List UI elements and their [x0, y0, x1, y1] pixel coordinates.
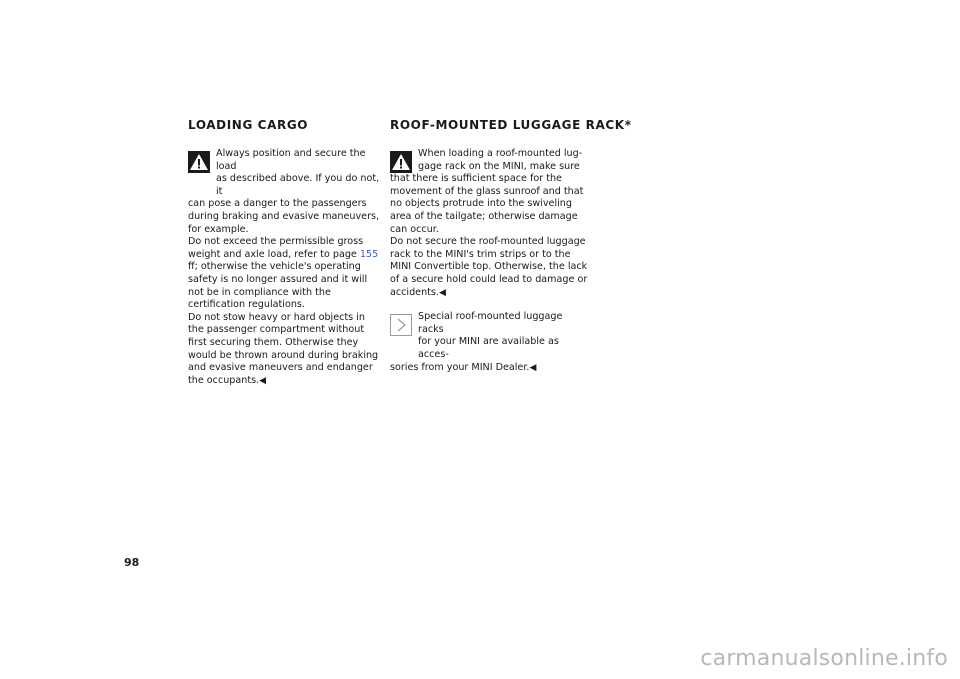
- end-mark-icon: ◀: [438, 287, 446, 298]
- warning-para-2: [188, 236, 380, 312]
- info-rest-text: sories from your MINI Dealer.: [390, 361, 530, 373]
- end-mark-icon: ◀: [259, 375, 267, 386]
- para-3-text: Do not stow heavy or hard objects in the passenger compartment without first securing them. Otherwise they would be thrown around during braking and evasive maneuvers and endanger the occupants.: [188, 311, 379, 386]
- rack-warning-para-1-rest: that there is sufficient space for the movement of the glass sunroof and that no objects protrude into the swiveling area of the tailgate; otherwise damage can occur.: [390, 173, 584, 235]
- info-note-rack: [390, 311, 590, 374]
- page-number: 98: [124, 556, 140, 569]
- warning-triangle-icon: [390, 151, 412, 173]
- left-column: [188, 118, 380, 387]
- warning-line-1: Always position and secure the load: [216, 148, 366, 172]
- info-line-2: for your MINI are available as acces-: [418, 336, 559, 360]
- warning-para-1-rest: can pose a danger to the passengers during braking and evasive maneuvers, for example.: [188, 198, 380, 235]
- spacer: [390, 299, 590, 311]
- warning-line-2: as described above. If you do not, it: [216, 173, 380, 197]
- rack-warning-line-2: gage rack on the MINI, make sure: [418, 160, 580, 172]
- para-2-text-post: ff; otherwise the vehicle's operating safety is no longer assured and it will not be in compliance with the certification regulations.: [188, 261, 368, 311]
- section-heading-luggage-rack: ROOF-MOUNTED LUGGAGE RACK*: [390, 118, 632, 132]
- page-155-link[interactable]: 155: [359, 248, 379, 260]
- rack-para-2-text: Do not secure the roof-mounted luggage rack to the MINI's trim strips or to the MINI Convertible top. Otherwise, the lack of a secure hold could lead to damage or accidents.: [390, 236, 588, 298]
- para-2-text-pre: Do not exceed the permissible gross weight and axle load, refer to page: [188, 236, 364, 260]
- warning-triangle-icon: [188, 151, 210, 173]
- right-column: [390, 118, 632, 374]
- warning-para-3: [188, 312, 380, 388]
- info-line-1: Special roof-mounted luggage racks: [418, 311, 563, 335]
- info-arrow-icon: [390, 314, 412, 336]
- info-rest: [390, 362, 590, 375]
- warning-note-rack: [390, 148, 590, 299]
- end-mark-icon: ◀: [529, 362, 537, 373]
- rack-warning-para-2: [390, 236, 590, 299]
- section-heading-loading-cargo: LOADING CARGO: [188, 118, 309, 132]
- warning-note-loading: [188, 148, 380, 387]
- watermark: carmanualsonline.info: [700, 646, 948, 671]
- rack-warning-line-1: When loading a roof-mounted lug-: [418, 148, 583, 159]
